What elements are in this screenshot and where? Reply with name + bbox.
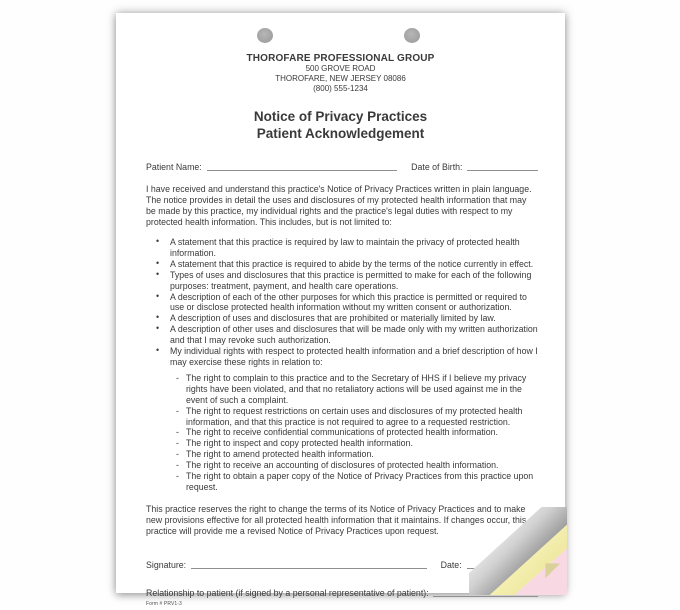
sub-bullet-item: - The right to obtain a paper copy of the Notice of Privacy Practices from this practice upon request.	[146, 471, 538, 493]
intro-paragraph: I have received and understand this practice's Notice of Privacy Practices written in plain language. The notice provides in detail the uses and disclosures of my protected health information that may be made by this practice, my individual rights and the practice's legal duties with respect to my protected health information. This includes, but is not limited to:	[146, 184, 532, 227]
form-page	[116, 13, 565, 607]
letterhead	[116, 53, 565, 94]
sub-bullet-item: - The right to inspect and copy protected health information.	[146, 438, 538, 449]
phone-number: (800) 555-1234	[313, 84, 368, 93]
patient-name-label: Patient Name:	[146, 162, 202, 172]
sub-bullet-item: - The right to receive an accounting of disclosures of protected health information.	[146, 460, 538, 471]
address-line-2: THOROFARE, NEW JERSEY 08086	[275, 74, 406, 83]
sub-bullet-item: - The right to request restrictions on certain uses and disclosures of my protected health information, and that this practice is not required to agree to a requested restriction.	[146, 406, 538, 428]
signature-label: Signature:	[146, 559, 187, 570]
form-number: Form # PRV1-3	[146, 600, 182, 607]
patient-name-blank	[207, 161, 397, 171]
title-line-1: Notice of Privacy Practices	[253, 109, 428, 124]
bullet-item: • A description of other uses and disclosures that will be made only with my written authorization and that I may revoke such authorization.	[146, 324, 538, 346]
sub-bullet-item: - The right to amend protected health information.	[146, 449, 538, 460]
bullet-item: • Types of uses and disclosures that this practice is permitted to make for each of the following purposes: treatment, payment, and health care operations.	[146, 270, 538, 292]
acknowledgement-bullet-list	[146, 237, 538, 368]
punch-hole-right-icon	[404, 28, 420, 43]
relationship-label: Relationship to patient (if signed by a personal representative of patient):	[146, 587, 429, 598]
bullet-item: • A statement that this practice is required to abide by the terms of the notice currently in effect.	[146, 259, 538, 270]
rights-sub-list	[146, 373, 538, 493]
date-label: Date:	[440, 559, 462, 570]
sub-bullet-item: - The right to complain to this practice and to the Secretary of HHS if I believe my privacy rights have been violated, and that no retaliatory actions will be used against me in the event of such a complaint.	[146, 373, 538, 406]
bullet-item: • A description of uses and disclosures that are prohibited or materially limited by law.	[146, 313, 538, 324]
address-line-1: 500 GROVE ROAD	[305, 64, 376, 73]
bullet-item: • A statement that this practice is required by law to maintain the privacy of protected health information.	[146, 237, 538, 259]
bullet-item: • My individual rights with respect to protected health information and a brief description of how I may exercise these rights in relation to:	[146, 346, 538, 368]
closing-paragraph: This practice reserves the right to change the terms of its Notice of Privacy Practices and to make new provisions effective for all protected health information that it maintains. If changes occur, this practice will provide me a revised Notice of Privacy Practices upon request.	[146, 503, 527, 536]
dob-blank	[467, 161, 538, 171]
organization-name: THOROFARE PROFESSIONAL GROUP	[246, 53, 435, 64]
sub-bullet-item: - The right to receive confidential communications of protected health information.	[146, 427, 538, 438]
punch-hole-left-icon	[257, 28, 273, 43]
document-title	[116, 109, 565, 142]
bullet-item: • A description of each of the other purposes for which this practice is permitted or required to use or disclose protected health information without my written consent or authorization.	[146, 292, 538, 314]
corner-curl	[469, 507, 567, 595]
dob-label: Date of Birth:	[411, 162, 463, 172]
patient-info-row	[146, 161, 538, 172]
title-line-2: Patient Acknowledgement	[256, 125, 425, 141]
signature-blank	[191, 559, 427, 569]
